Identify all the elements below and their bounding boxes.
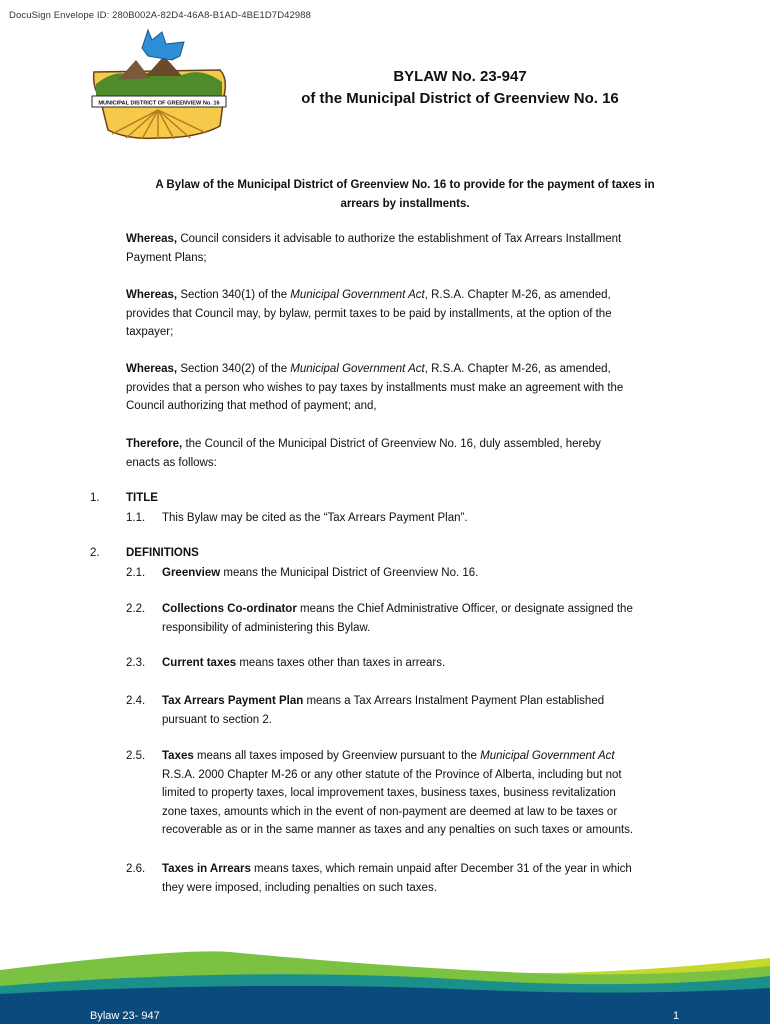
footer-bylaw-label: Bylaw 23- 947 (90, 1010, 160, 1022)
bylaw-subtitle: of the Municipal District of Greenview No. 16 (301, 90, 619, 107)
section-1-number: 1. (90, 492, 100, 504)
bylaw-number: BYLAW No. 23-947 (393, 68, 527, 85)
clause-2-3: 2.3. Current taxes means taxes other than taxes in arrears. (126, 657, 446, 669)
section-2-number: 2. (90, 547, 100, 559)
therefore-paragraph: Therefore, the Council of the Municipal District of Greenview No. 16, duly assembled, hereby enacts as follows: (126, 438, 601, 469)
docusign-envelope-id: DocuSign Envelope ID: 280B002A-82D4-46A8-B1AD-4BE1D7D42988 (9, 10, 312, 21)
bylaw-purpose: A Bylaw of the Municipal District of Greenview No. 16 to provide for the payment of taxes in arrears by installments. (155, 179, 655, 210)
clause-2-1: 2.1. Greenview means the Municipal District of Greenview No. 16. (126, 567, 479, 579)
clause-2-6: 2.6. Taxes in Arrears means taxes, which remain unpaid after December 31 of the year in which they were imposed, including penalties on such taxes. (126, 863, 632, 894)
svg-text:MUNICIPAL DISTRICT OF GREENVIE: MUNICIPAL DISTRICT OF GREENVIEW No. 16 (98, 100, 220, 107)
section-2-title: DEFINITIONS (126, 547, 199, 559)
section-1-title: TITLE (126, 492, 158, 504)
page-number: 1 (673, 1010, 680, 1022)
clause-1-1: 1.1. This Bylaw may be cited as the “Tax Arrears Payment Plan”. (126, 512, 468, 524)
greenview-logo (88, 26, 230, 144)
bylaw-title (255, 66, 665, 110)
whereas-paragraph-2: Whereas, Section 340(1) of the Municipal Government Act, R.S.A. Chapter M-26, as amended, provides that Council may, by bylaw, permit taxes to be paid by installments, at the option of the taxpayer; (126, 289, 612, 338)
clause-2-5: 2.5. Taxes means all taxes imposed by Greenview pursuant to the Municipal Government Act R.S.A. 2000 Chapter M-26 or any other statute of the Province of Alberta, including but not limited to property taxes, local improvement taxes, business taxes, business revitalization zone taxes, amounts which in the event of non-payment are deemed at law to be taxes or recoverable as or in the same manner as taxes and any penalties on such taxes or amounts. (126, 750, 634, 836)
clause-2-2: 2.2. Collections Co-ordinator means the Chief Administrative Officer, or designate assigned the responsibility of administering this Bylaw. (126, 603, 633, 634)
whereas-paragraph-1: Whereas, Council considers it advisable to authorize the establishment of Tax Arrears Installment Payment Plans; (126, 233, 622, 264)
whereas-paragraph-3: Whereas, Section 340(2) of the Municipal Government Act, R.S.A. Chapter M-26, as amended, provides that a person who wishes to pay taxes by installments must make an agreement with the Council authorizing that method of payment; and, (126, 363, 624, 412)
clause-2-4: 2.4. Tax Arrears Payment Plan means a Tax Arrears Instalment Payment Plan established pursuant to section 2. (126, 695, 605, 726)
